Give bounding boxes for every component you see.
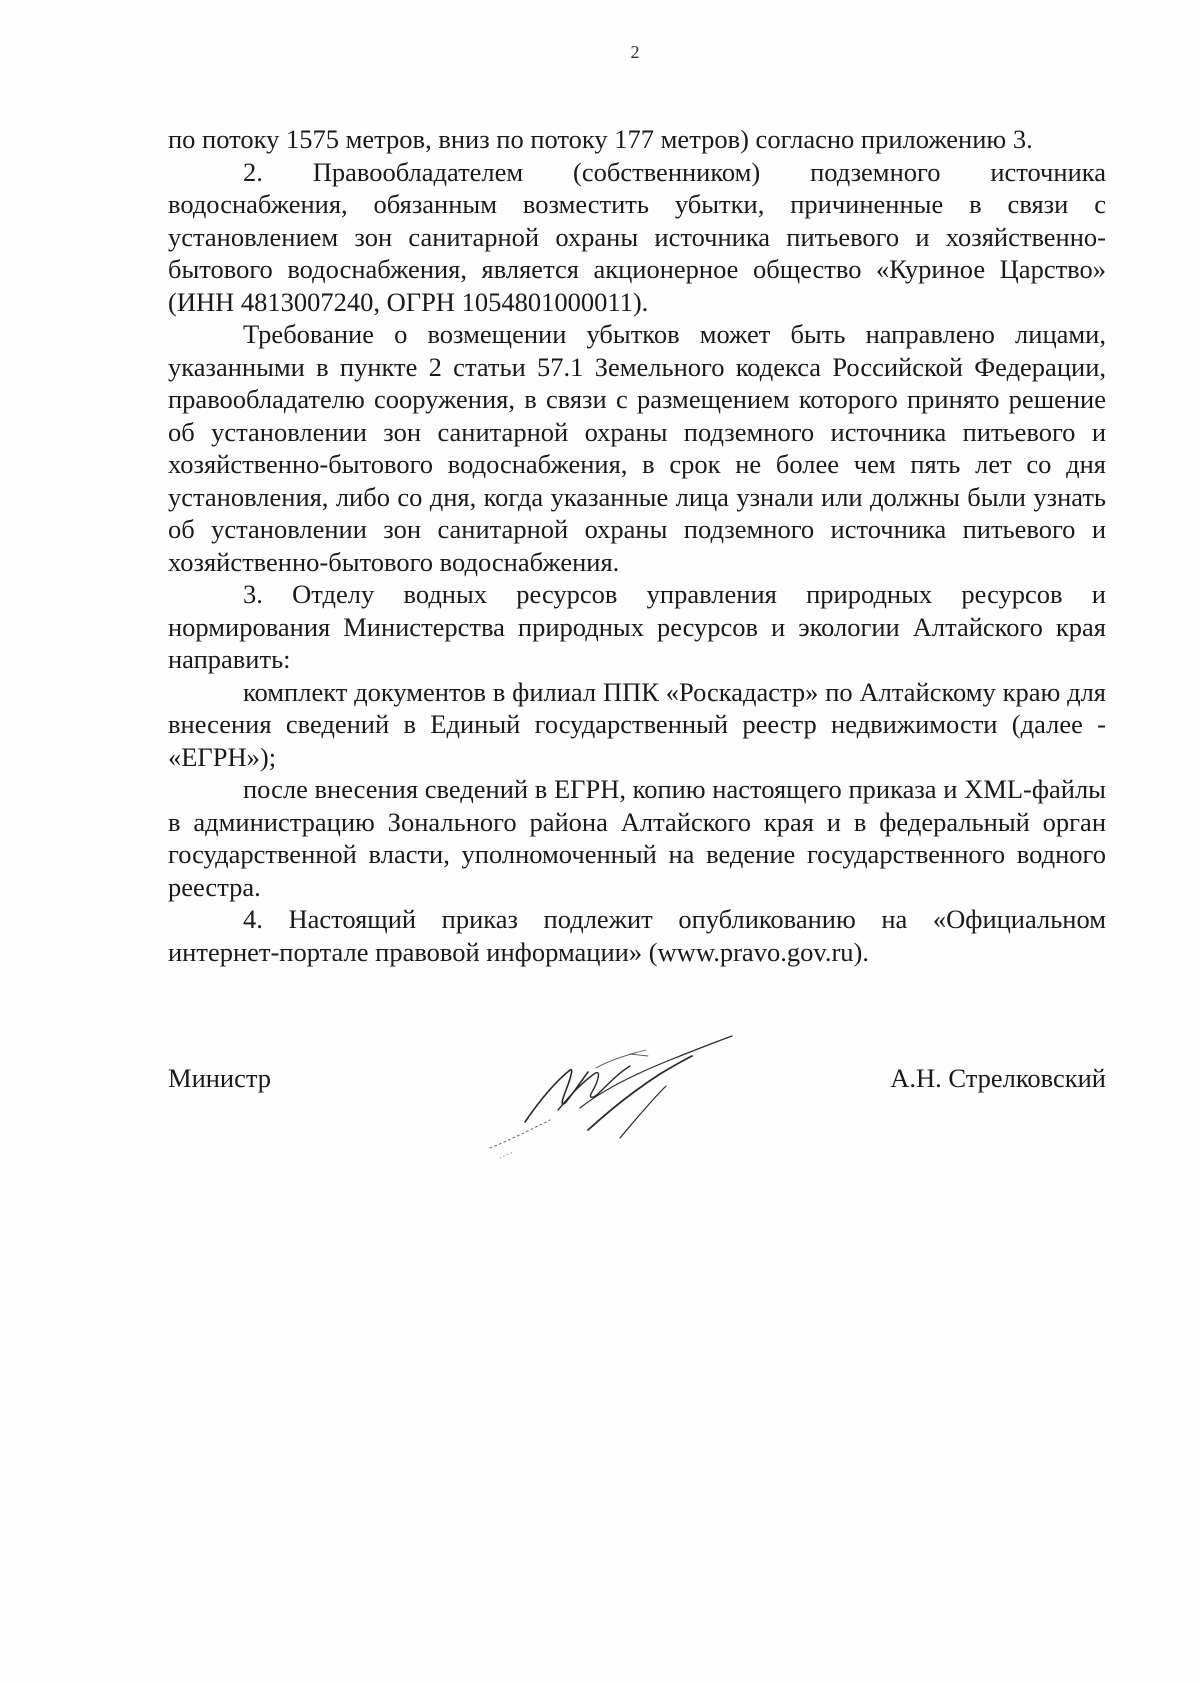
paragraph-item-3: 3. Отделу водных ресурсов управления природных ресурсов и нормирования Министерства природных ресурсов и экологии Алтайского края направить: — [168, 579, 1106, 674]
paragraph-item-3-copies: после внесения сведений в ЕГРН, копию настоящего приказа и XML-файлы в администрацию Зонального района Алтайского края и в федеральный орган государственной власти, уполномоченный на ведение государственного водного реестра. — [168, 774, 1106, 902]
paragraph-continuation: по потоку 1575 метров, вниз по потоку 177 метров) согласно приложению 3. — [168, 124, 1033, 154]
page-number: 2 — [630, 42, 640, 62]
paragraph-item-4: 4. Настоящий приказ подлежит опубликованию на «Официальном интернет-портале правовой информации» (www.pravo.gov.ru). — [168, 904, 1106, 967]
document-body — [168, 123, 1106, 968]
signatory-title: Министр — [168, 1063, 272, 1093]
signatory-name: А.Н. Стрелковский — [890, 1063, 1106, 1093]
paragraph-item-2: 2. Правообладателем (собственником) подземного источника водоснабжения, обязанным возместить убытки, причиненные в связи с установлением зон санитарной охраны источника питьевого и хозяйственно-бытового водоснабжения, является акционерное общество «Куриное Царство» (ИНН 4813007240, ОГРН 1054801000011). — [168, 156, 1106, 317]
handwritten-signature — [470, 1030, 760, 1180]
paragraph-compensation-claim: Требование о возмещении убытков может быть направлено лицами, указанными в пункте 2 статьи 57.1 Земельного кодекса Российской Федерации, правообладателю сооружения, в связи с размещением которого принято решение об установлении зон санитарной охраны подземного источника питьевого и хозяйственно-бытового водоснабжения, в срок не более чем пять лет со дня установления, либо со дня, когда указанные лица узнали или должны были узнать об установлении зон санитарной охраны подземного источника питьевого и хозяйственно-бытового водоснабжения. — [168, 319, 1106, 577]
paragraph-item-3-documents: комплект документов в филиал ППК «Роскадастр» по Алтайскому краю для внесения сведений в Единый государственный реестр недвижимости (далее - «ЕГРН»); — [168, 676, 1106, 772]
